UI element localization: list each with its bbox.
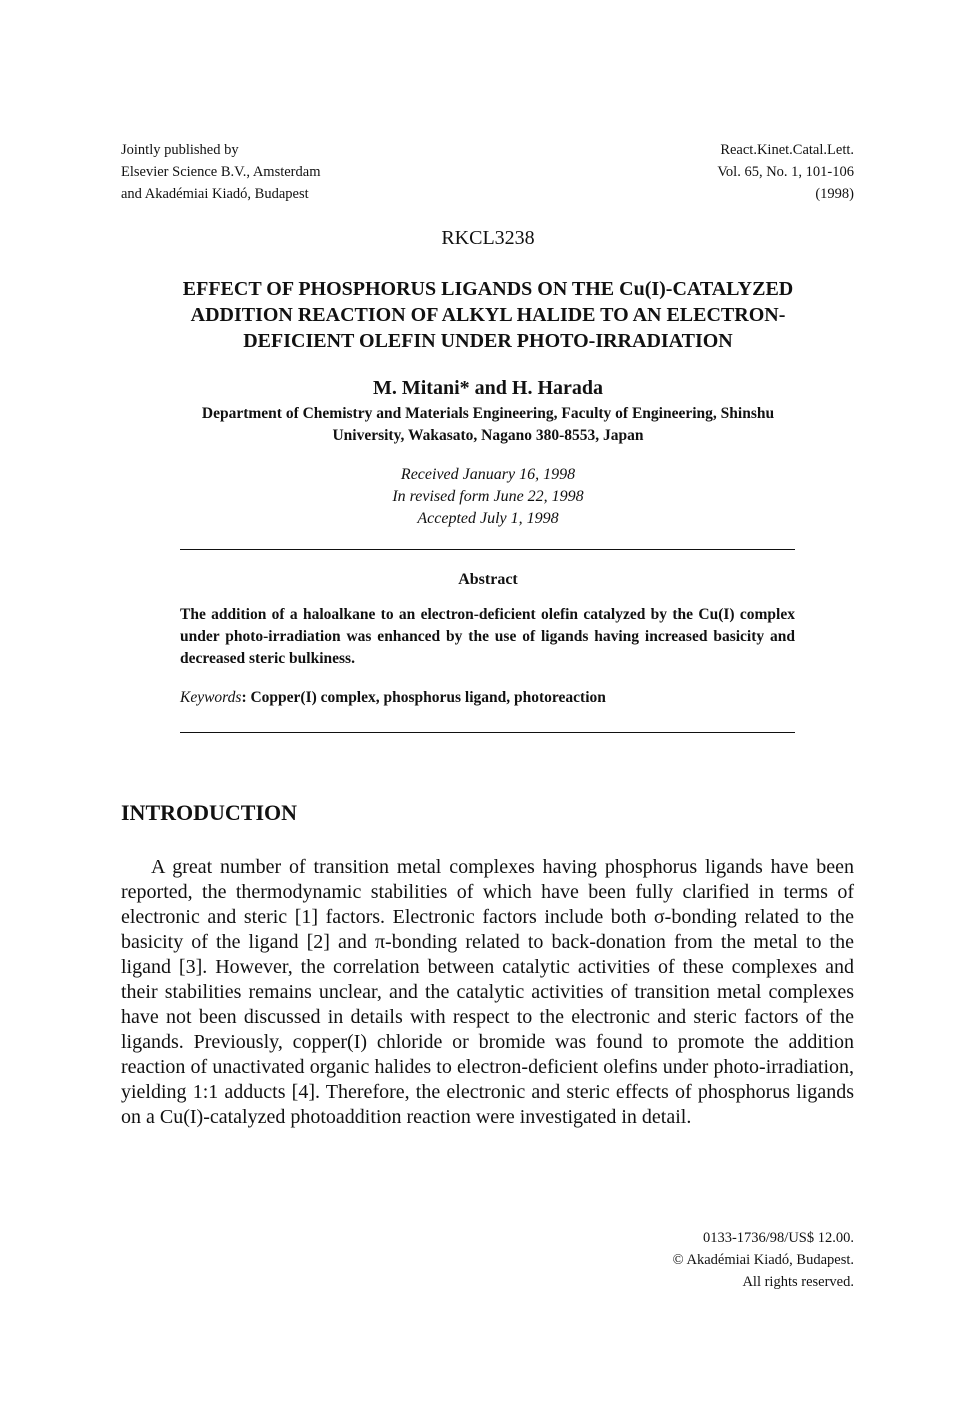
affiliation-line: Department of Chemistry and Materials Engineering, Faculty of Engineering, Shinshu [201, 405, 775, 422]
introduction-text: A great number of transition metal complexes having phosphorus ligands have been reported, the thermodynamic stabilities of which have been fully clarified in terms of electronic and steric [1] factors. Electronic factors include both σ-bonding related to the basicity of the ligand [2] and π-bonding related to back-donation from the metal to the ligand [3]. However, the correlation between catalytic activities of these complexes and their stabilities remains unclear, and the catalytic activities of transition metal complexes have not been discussed in details with respect to the electronic and steric factors of the ligands. Previously, copper(I) chloride or bromide was found to promote the addition reaction of unactivated organic halides to electron-deficient olefins under photo-irradiation, yielding 1:1 adducts [4]. Therefore, the electronic and steric effects of phosphorus ligands on a Cu(I)-catalyzed photoaddition reaction were investigated in detail. [121, 856, 854, 1128]
copyright-footer [673, 1227, 854, 1293]
abstract-text: The addition of a haloalkane to an electron-deficient olefin catalyzed by the Cu(I) complex under photo-irradiation was enhanced by the use of ligands having increased basicity and decreased steric bulkiness. [180, 606, 795, 667]
revised-date: In revised form June 22, 1998 [392, 488, 584, 505]
affiliation-line: University, Wakasato, Nagano 380-8553, Japan [332, 427, 644, 444]
title-line: EFFECT OF PHOSPHORUS LIGANDS ON THE Cu(I)-CATALYZED [182, 278, 794, 300]
paper-code: RKCL3238 [441, 227, 535, 249]
journal-line: React.Kinet.Catal.Lett. [720, 142, 854, 158]
footer-line: All rights reserved. [742, 1274, 854, 1290]
keywords-list: : Copper(I) complex, phosphorus ligand, photoreaction [241, 689, 606, 706]
publisher-info [121, 139, 320, 205]
publisher-line: and Akadémiai Kiadó, Budapest [121, 186, 309, 202]
title-line: DEFICIENT OLEFIN UNDER PHOTO-IRRADIATION [243, 330, 733, 352]
affiliation [120, 403, 856, 447]
introduction-heading: INTRODUCTION [121, 800, 298, 825]
keywords-label: Keywords [180, 689, 242, 706]
title-line: ADDITION REACTION OF ALKYL HALIDE TO AN ELECTRON- [190, 304, 786, 326]
footer-line: © Akadémiai Kiadó, Budapest. [672, 1252, 854, 1268]
accepted-date: Accepted July 1, 1998 [417, 510, 559, 527]
abstract-heading: Abstract [458, 571, 518, 588]
dates [0, 464, 976, 530]
divider-bottom [180, 732, 795, 733]
journal-line: Vol. 65, No. 1, 101-106 [717, 164, 854, 180]
journal-info [717, 139, 854, 205]
divider-top [180, 549, 795, 550]
publisher-line: Elsevier Science B.V., Amsterdam [121, 164, 321, 180]
publisher-line: Jointly published by [121, 142, 239, 158]
authors: M. Mitani* and H. Harada [372, 377, 603, 399]
journal-line: (1998) [815, 186, 854, 202]
keywords [180, 689, 795, 707]
footer-line: 0133-1736/98/US$ 12.00. [702, 1230, 854, 1246]
received-date: Received January 16, 1998 [400, 466, 576, 483]
paper-title [100, 276, 876, 354]
